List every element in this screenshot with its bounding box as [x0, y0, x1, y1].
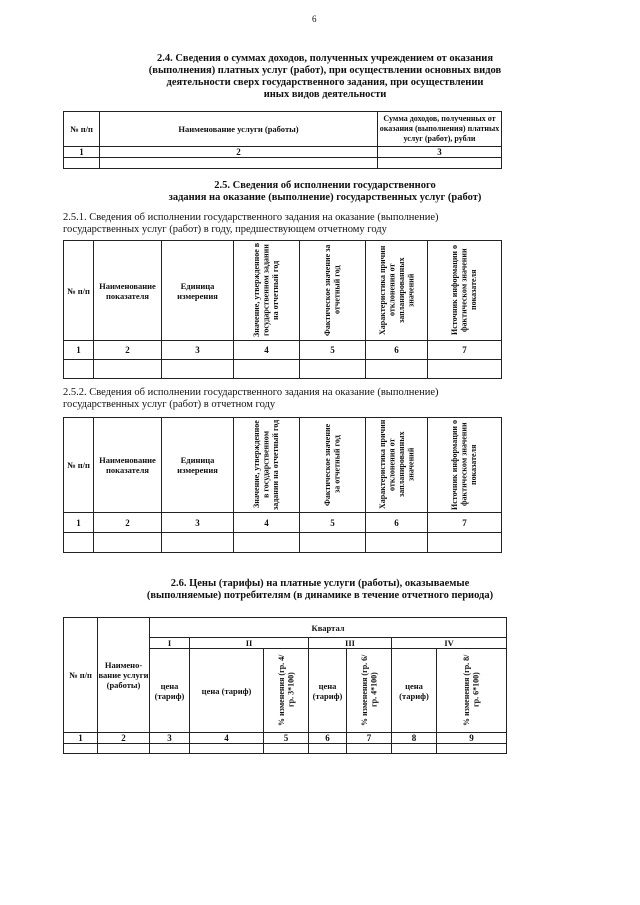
col-number: 2	[100, 147, 378, 158]
col-number: 4	[234, 513, 300, 533]
empty-cell	[162, 533, 234, 553]
empty-cell	[64, 533, 94, 553]
price-q3-header: цена (тариф)	[309, 649, 347, 733]
empty-cell	[64, 360, 94, 379]
empty-cell	[428, 360, 502, 379]
col-number: 5	[300, 341, 366, 360]
col-approved-value-header: Значение, утвержденное в государственном задании на отчетный год	[234, 418, 300, 513]
empty-cell	[100, 158, 378, 169]
col-number: 3	[150, 733, 190, 744]
previous-year-table	[63, 240, 502, 379]
col-info-source-header: Источник информации о фактическом значении показателя	[428, 241, 502, 341]
empty-cell	[94, 533, 162, 553]
col-number: 5	[300, 513, 366, 533]
col-number: 2	[98, 733, 150, 744]
quarter-1-header: I	[150, 638, 190, 649]
quarter-2-header: II	[190, 638, 309, 649]
col-number: 7	[428, 513, 502, 533]
col-number: 9	[437, 733, 507, 744]
page-number: 6	[312, 14, 317, 24]
empty-cell	[190, 744, 264, 754]
price-q1-header: цена (тариф)	[150, 649, 190, 733]
col-number: 3	[162, 341, 234, 360]
empty-cell	[378, 158, 502, 169]
col-number: 4	[190, 733, 264, 744]
empty-cell	[347, 744, 392, 754]
empty-cell	[94, 360, 162, 379]
col-number: 5	[264, 733, 309, 744]
col-unit-header: Единица измерения	[162, 241, 234, 341]
col-actual-value-header: Фактическое значение за отчетный год	[300, 241, 366, 341]
col-number: 1	[64, 733, 98, 744]
empty-cell	[150, 744, 190, 754]
quarter-4-header: IV	[392, 638, 507, 649]
col-service-name-header: Наимено-вание услуги (работы)	[98, 618, 150, 733]
prices-table	[63, 617, 507, 754]
section-2-5-2-text: 2.5.2. Сведения об исполнении государственного задания на оказание (выполнение) государственных услуг (работ) в отчетном году	[63, 387, 439, 410]
pct-change-q2-header: % изменения (гр. 4/гр. 3*100)	[264, 649, 309, 733]
empty-cell	[234, 533, 300, 553]
section-2-4-heading: 2.4. Сведения о суммах доходов, полученных учреждением от оказания (выполнения) платных услуг (работ), при осуществлении основных видов деятельности сверх государственного задания, при осуществлении иных видов деятельности	[148, 53, 502, 100]
col-number-header: № п/п	[64, 418, 94, 513]
section-2-5-1-text: 2.5.1. Сведения об исполнении государственного задания на оказание (выполнение) государственных услуг (работ) в году, предшествующем отчетному году	[63, 212, 439, 235]
col-indicator-name-header: Наименование показателя	[94, 418, 162, 513]
col-info-source-header: Источник информации о фактическом значении показателя	[428, 418, 502, 513]
empty-cell	[392, 744, 437, 754]
empty-cell	[64, 158, 100, 169]
col-number: 1	[64, 147, 100, 158]
col-number: 8	[392, 733, 437, 744]
section-2-5-heading: 2.5. Сведения об исполнении государственного задания на оказание (выполнение) государственных услуг (работ)	[168, 180, 482, 203]
col-indicator-name-header: Наименование показателя	[94, 241, 162, 341]
empty-cell	[300, 360, 366, 379]
col-number: 3	[162, 513, 234, 533]
col-number: 2	[94, 513, 162, 533]
col-number: 4	[234, 341, 300, 360]
empty-cell	[162, 360, 234, 379]
income-table	[63, 111, 502, 169]
col-number: 7	[428, 341, 502, 360]
empty-cell	[437, 744, 507, 754]
col-number: 6	[309, 733, 347, 744]
quarter-3-header: III	[309, 638, 392, 649]
quarter-group-header: Квартал	[150, 618, 507, 638]
reporting-year-table	[63, 417, 502, 553]
col-number: 6	[366, 513, 428, 533]
pct-change-q4-header: % изменения (гр. 8/гр. 6*100)	[437, 649, 507, 733]
col-number: 6	[366, 341, 428, 360]
price-q4-header: цена (тариф)	[392, 649, 437, 733]
empty-cell	[98, 744, 150, 754]
empty-cell	[234, 360, 300, 379]
empty-cell	[366, 360, 428, 379]
col-number-header: № п/п	[64, 618, 98, 733]
col-deviation-reason-header: Характеристика причин отклонения от запланированных значений	[366, 418, 428, 513]
section-2-6-heading: 2.6. Цены (тарифы) на платные услуги (работы), оказываемые (выполняемые) потребителям (в динамике в течение отчетного периода)	[146, 578, 494, 601]
col-actual-value-header: Фактическое значение за отчетный год	[300, 418, 366, 513]
col-number-header: № п/п	[64, 112, 100, 147]
col-number: 7	[347, 733, 392, 744]
pct-change-q3-header: % изменения (гр. 6/гр. 4*100)	[347, 649, 392, 733]
col-income-sum-header: Сумма доходов, полученных от оказания (выполнения) платных услуг (работ), рубли	[378, 112, 502, 147]
col-unit-header: Единица измерения	[162, 418, 234, 513]
col-number-header: № п/п	[64, 241, 94, 341]
empty-cell	[428, 533, 502, 553]
empty-cell	[300, 533, 366, 553]
col-number: 3	[378, 147, 502, 158]
price-q2-header: цена (тариф)	[190, 649, 264, 733]
col-deviation-reason-header: Характеристика причин отклонения от запланированных значений	[366, 241, 428, 341]
col-number: 1	[64, 341, 94, 360]
col-number: 1	[64, 513, 94, 533]
empty-cell	[264, 744, 309, 754]
col-service-name-header: Наименование услуги (работы)	[100, 112, 378, 147]
col-number: 2	[94, 341, 162, 360]
empty-cell	[366, 533, 428, 553]
empty-cell	[64, 744, 98, 754]
empty-cell	[309, 744, 347, 754]
col-approved-value-header: Значение, утвержденное в государственном задании на отчетный год	[234, 241, 300, 341]
